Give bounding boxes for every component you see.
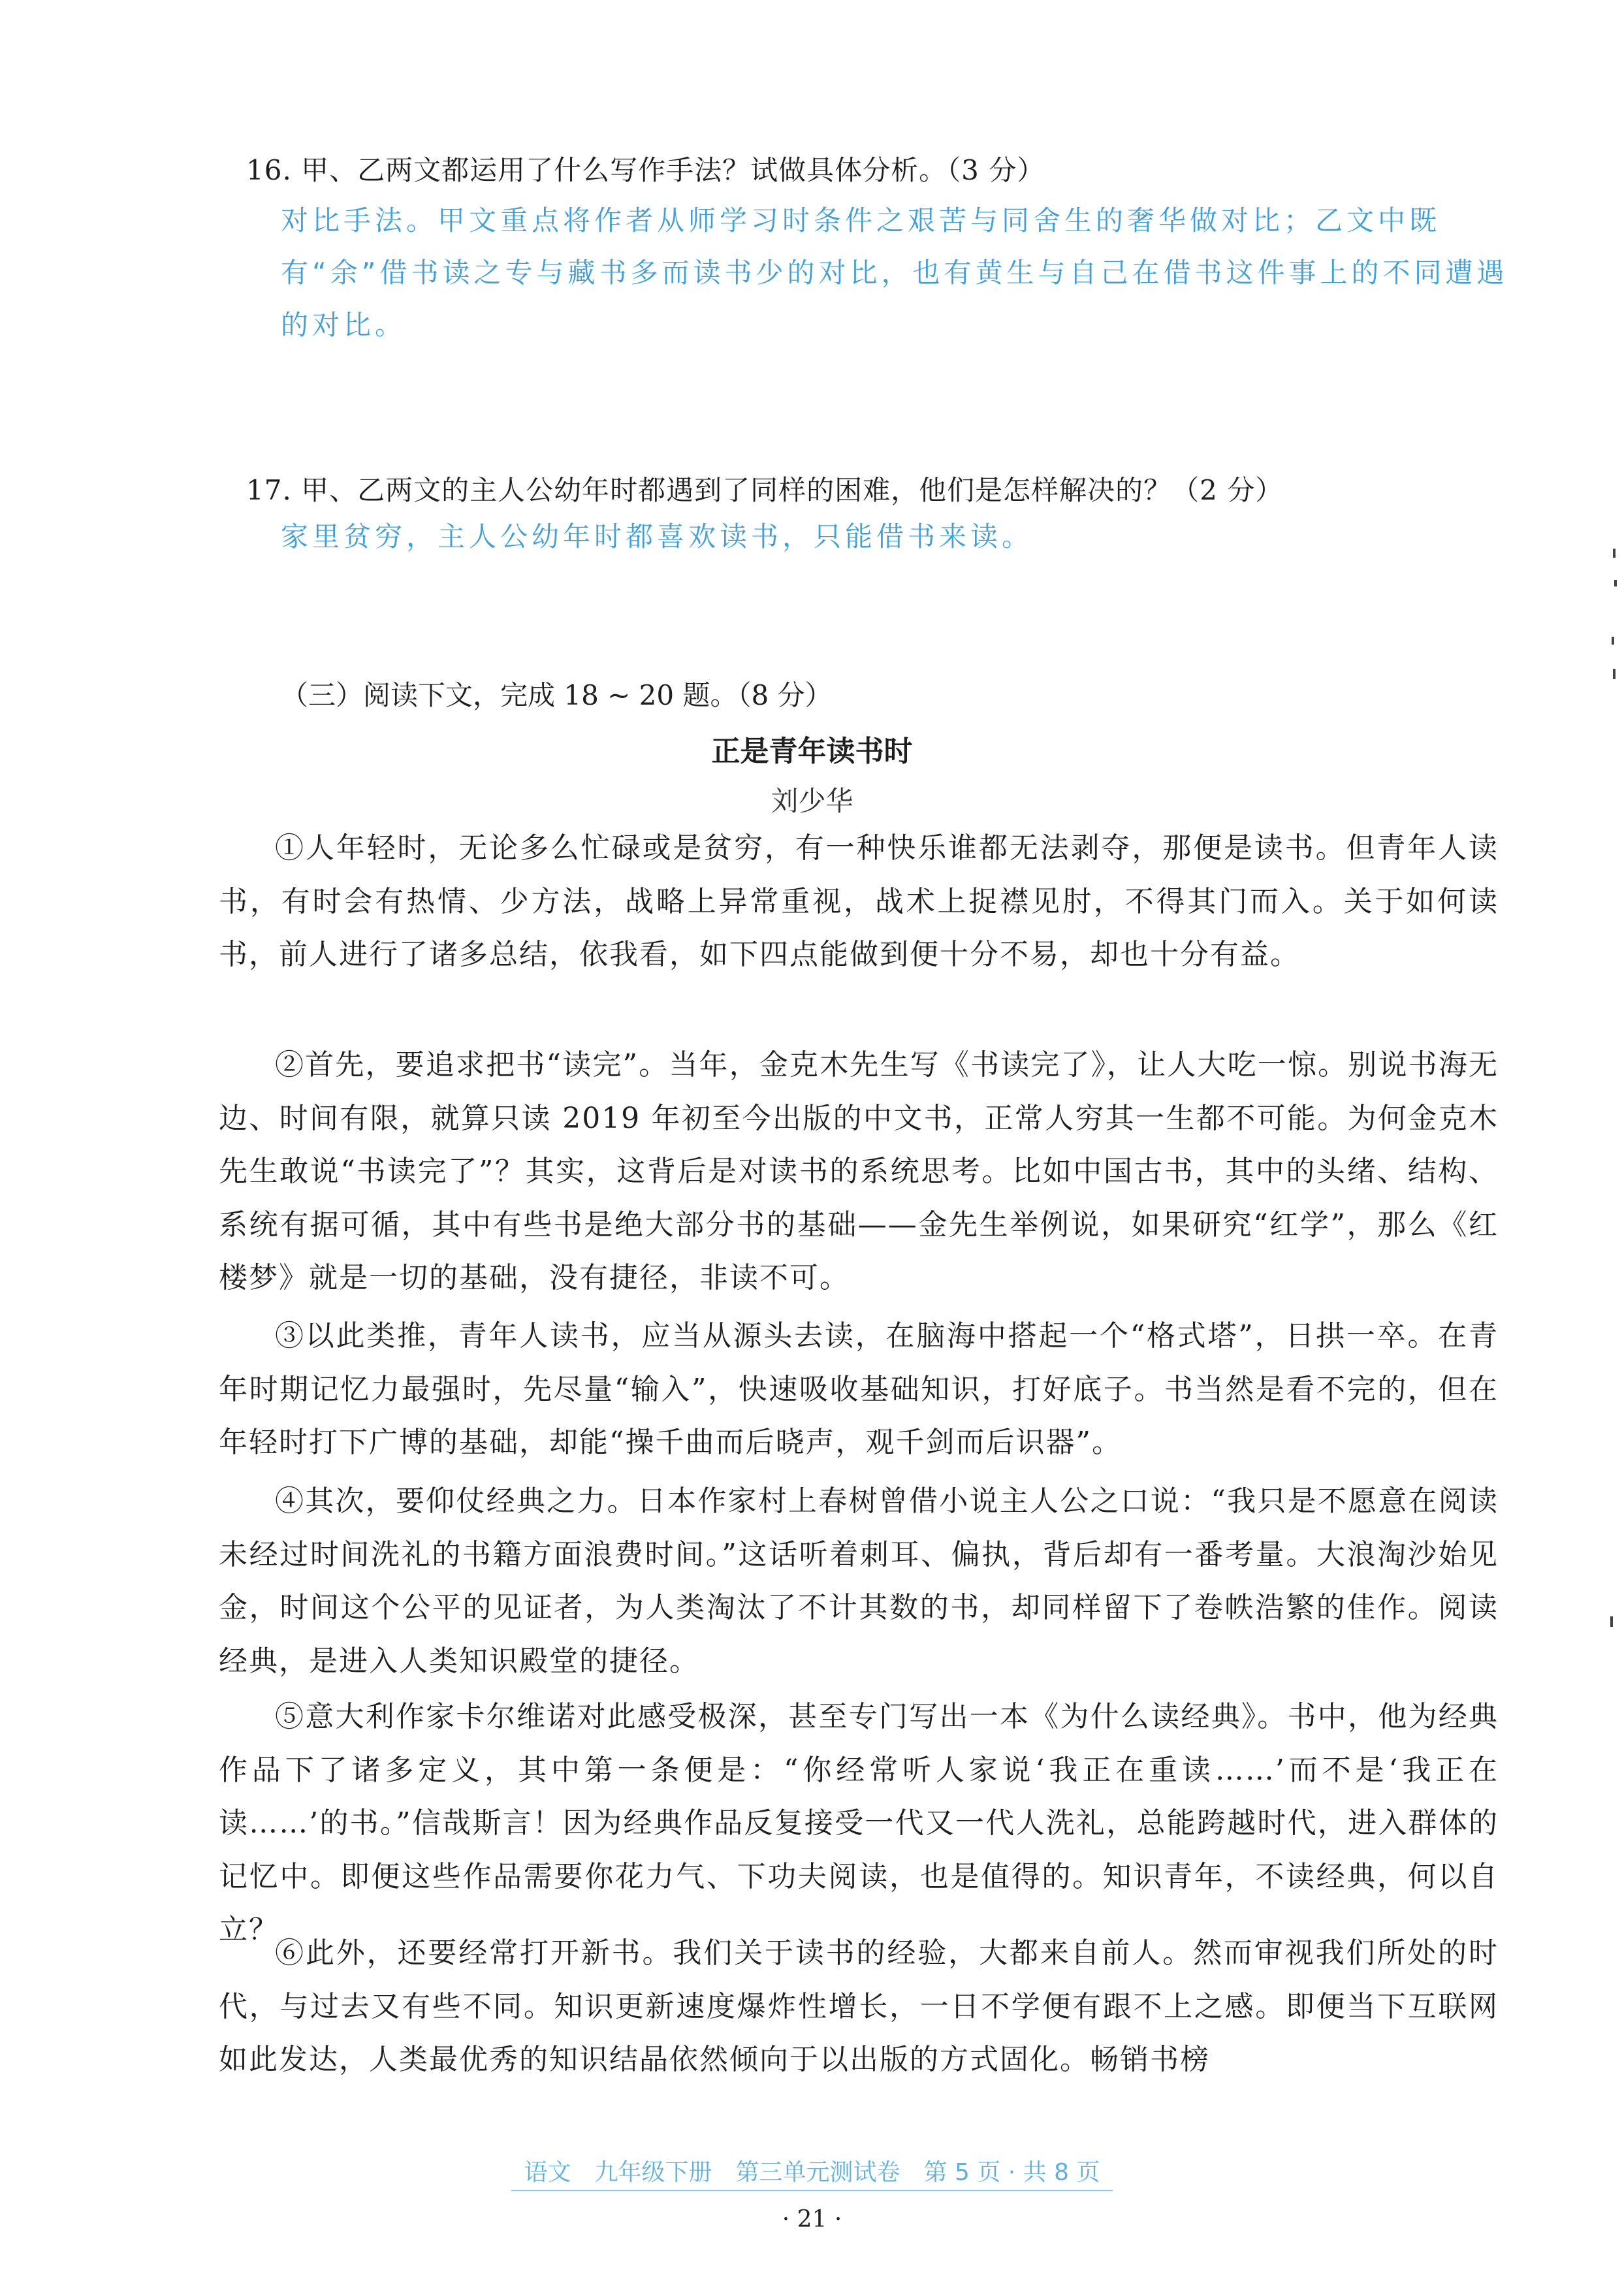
- paragraph-2: ②首先，要追求把书“读完”。当年，金克木先生写《书读完了》，让人大吃一惊。别说书海无边、时间有限，就算只读 2019 年初至今出版的中文书，正常人穷其一生都不可能。为何金克木先生敢说“书读完了”？其实，这背后是对读书的系统思考。比如中国古书，其中的头绪、结构、系统有据可循，其中有些书是绝大部分书的基础——金先生举例说，如果研究“红学”，那么《红楼梦》就是一切的基础，没有捷径，非读不可。: [219, 1048, 1499, 1294]
- paragraph-6: ⑥此外，还要经常打开新书。我们关于读书的经验，大都来自前人。然而审视我们所处的时代，与过去又有些不同。知识更新速度爆炸性增长，一日不学便有跟不上之感。即便当下互联网如此发达，人类最优秀的知识结晶依然倾向于以出版的方式固化。畅销书榜: [219, 1936, 1499, 2076]
- scan-mark: [1614, 580, 1617, 586]
- question-number: 16.: [246, 154, 292, 186]
- scan-mark: [1613, 669, 1616, 679]
- question-16-prompt: [246, 149, 1045, 188]
- section-heading: （三）阅读下文，完成 18 ~ 20 题。（8 分）: [281, 679, 833, 711]
- article-author: 刘少华: [771, 785, 853, 817]
- paragraph-4: ④其次，要仰仗经典之力。日本作家村上春树曾借小说主人公之口说：“我只是不愿意在阅读未经过时间洗礼的书籍方面浪费时间。”这话听着刺耳、偏执，背后却有一番考量。大浪淘沙始见金，时间这个公平的见证者，为人类淘汰了不计其数的书，却同样留下了卷帙浩繁的佳作。阅读经典，是进入人类知识殿堂的捷径。: [219, 1484, 1499, 1678]
- paragraph-1: ①人年轻时，无论多么忙碌或是贫穷，有一种快乐谁都无法剥夺，那便是读书。但青年人读书，有时会有热情、少方法，战略上异常重视，战术上捉襟见肘，不得其门而入。关于如何读书，前人进行了诸多总结，依我看，如下四点能做到便十分不易，却也十分有益。: [219, 831, 1499, 971]
- article-title: 正是青年读书时: [711, 735, 913, 768]
- page-number: · 21 ·: [782, 2206, 842, 2233]
- paragraph-3: ③以此类推，青年人读书，应当从源头去读，在脑海中搭起一个“格式塔”，日拱一卒。在青年时期记忆力最强时，先尽量“输入”，快速吸收基础知识，打好底子。书当然是看不完的，但在年轻时打下广博的基础，却能“操千曲而后晓声，观千剑而后识器”。: [219, 1319, 1499, 1459]
- scan-mark: [1612, 637, 1614, 645]
- footer-course-line: [0, 2154, 1624, 2187]
- question-text: 甲、乙两文都运用了什么写作手法？试做具体分析。（3 分）: [301, 154, 1045, 186]
- footer-text: 语文 九年级下册 第三单元测试卷 第 5 页 · 共 8 页: [511, 2159, 1113, 2191]
- question-16-answer: 对比手法。甲文重点将作者从师学习时条件之艰苦与同舍生的奢华做对比；乙文中既有“余”借书读之专与藏书多而读书少的对比，也有黄生与自己在借书这件事上的不同遭遇的对比。: [281, 204, 1508, 341]
- scan-mark: [1610, 1616, 1613, 1627]
- scan-mark: [1613, 549, 1616, 558]
- question-17-prompt: [246, 469, 1283, 508]
- question-17-answer: 家里贫穷，主人公幼年时都喜欢读书，只能借书来读。: [281, 521, 1034, 553]
- paragraph-5: ⑤意大利作家卡尔维诺对此感受极深，甚至专门写出一本《为什么读经典》。书中，他为经典作品下了诸多定义，其中第一条便是：“你经常听人家说‘我正在重读……’而不是‘我正在读……’的书。”信哉斯言！因为经典作品反复接受一代又一代人洗礼，总能跨越时代，进入群体的记忆中。即便这些作品需要你花力气、下功夫阅读，也是值得的。知识青年，不读经典，何以自立？: [219, 1700, 1499, 1946]
- question-number: 17.: [246, 474, 292, 506]
- question-text: 甲、乙两文的主人公幼年时都遇到了同样的困难，他们是怎样解决的？（2 分）: [301, 474, 1284, 506]
